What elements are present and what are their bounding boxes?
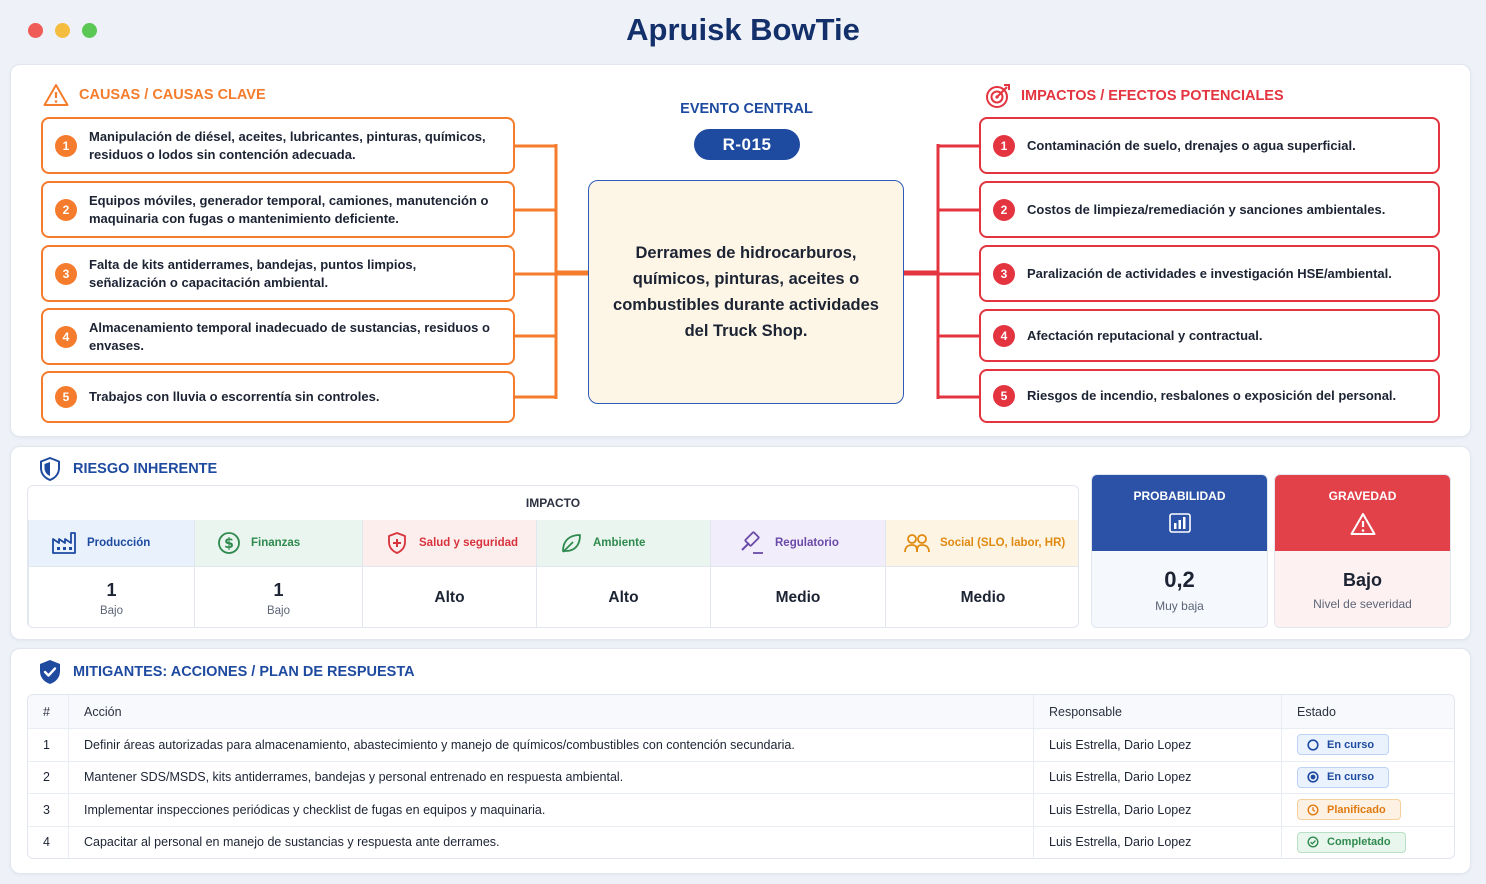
causes-title: CAUSAS / CAUSAS CLAVE	[79, 87, 266, 103]
impact-column-salud	[362, 520, 536, 628]
impact-matrix	[27, 485, 1079, 628]
clock-icon	[1307, 804, 1319, 816]
impact-column-header	[195, 520, 362, 566]
status-badge[interactable]	[1297, 767, 1389, 788]
risk-header	[37, 456, 217, 482]
row-responsible: Luis Estrella, Dario Lopez	[1033, 794, 1281, 826]
impact-column-header	[537, 520, 710, 566]
shield-icon	[37, 456, 63, 482]
table-row[interactable]	[28, 793, 1454, 826]
impact-level: Bajo	[99, 604, 124, 617]
cause-text: Equipos móviles, generador temporal, camiones, manutención o maquinaria con fugas o mantenimiento deficiente.	[89, 192, 489, 226]
impact-column-label: Salud y seguridad	[419, 537, 519, 549]
mitigants-title: MITIGANTES: ACCIONES / PLAN DE RESPUESTA	[73, 664, 415, 680]
cause-card[interactable]	[41, 308, 515, 365]
warning-icon	[43, 83, 69, 107]
impact-card[interactable]	[979, 309, 1440, 362]
impact-card[interactable]	[979, 181, 1440, 238]
gravity-header	[1275, 475, 1450, 551]
impact-column-header	[711, 520, 885, 566]
impacts-header	[985, 83, 1284, 109]
impact-column-finanzas	[194, 520, 362, 628]
impact-column-header	[886, 520, 1079, 566]
cause-number-badge: 2	[55, 199, 77, 221]
circle-outline-icon	[1307, 739, 1319, 751]
row-number: 1	[43, 737, 50, 752]
mitigants-table	[27, 694, 1455, 859]
row-responsible: Luis Estrella, Dario Lopez	[1033, 827, 1281, 859]
gravity-label: GRAVEDAD	[1328, 489, 1397, 503]
row-number: 4	[43, 835, 50, 850]
status-label: En curso	[1327, 771, 1375, 784]
probability-body	[1092, 551, 1267, 628]
cause-card[interactable]	[41, 245, 515, 302]
warning-icon	[1350, 512, 1376, 536]
risk-code-badge: R-015	[694, 129, 800, 160]
cause-number-badge: 1	[55, 135, 77, 157]
radio-dot-icon	[1307, 771, 1319, 783]
impact-title: IMPACTO	[525, 496, 581, 510]
probability-level: Muy baja	[1155, 599, 1204, 613]
probability-label: PROBABILIDAD	[1133, 489, 1226, 503]
column-header-action: Acción	[68, 695, 1033, 728]
probability-header	[1092, 475, 1267, 551]
leaf-icon	[559, 531, 583, 555]
svg-text:$: $	[224, 536, 234, 552]
table-row[interactable]	[28, 761, 1454, 794]
causes-header	[43, 83, 266, 107]
gravity-card	[1274, 474, 1451, 628]
mitigants-panel	[10, 648, 1471, 874]
target-icon	[985, 83, 1011, 109]
impact-column-produccion	[28, 520, 194, 628]
impact-column-label: Regulatorio	[775, 537, 839, 549]
impact-column-value	[537, 566, 710, 628]
risk-title: RIESGO INHERENTE	[73, 461, 218, 477]
central-event-label: EVENTO CENTRAL	[680, 101, 813, 117]
status-label: En curso	[1327, 738, 1375, 751]
impact-text: Afectación reputacional y contractual.	[1027, 327, 1263, 343]
row-status-cell	[1281, 762, 1454, 794]
impact-column-value	[711, 566, 885, 628]
cause-number-badge: 4	[55, 326, 77, 348]
impact-number-badge: 1	[993, 135, 1015, 157]
status-badge[interactable]	[1297, 734, 1389, 755]
impacts-title: IMPACTOS / EFECTOS POTENCIALES	[1021, 88, 1284, 104]
status-badge[interactable]	[1297, 799, 1401, 820]
row-number: 3	[43, 802, 50, 817]
impact-column-header	[363, 520, 536, 566]
shield-check-icon	[37, 658, 63, 686]
probability-card	[1091, 474, 1268, 628]
impact-column-ambiente	[536, 520, 710, 628]
cause-text: Manipulación de diésel, aceites, lubricantes, pinturas, químicos, residuos o lodos sin contención adecuada.	[89, 128, 486, 162]
row-action: Mantener SDS/MSDS, kits antiderrames, bandejas y personal entrenado en respuesta ambiental.	[68, 762, 1033, 794]
impact-number-badge: 2	[993, 199, 1015, 221]
impact-level: Bajo	[266, 604, 291, 617]
status-badge[interactable]	[1297, 832, 1406, 853]
impact-text: Riesgos de incendio, resbalones o exposición del personal.	[1027, 388, 1397, 403]
impact-score: 1	[273, 579, 284, 600]
column-header-status: Estado	[1281, 695, 1454, 728]
probability-value: 0,2	[1164, 567, 1195, 592]
impact-card[interactable]	[979, 369, 1440, 423]
cause-number-badge: 3	[55, 263, 77, 285]
impact-column-label: Ambiente	[593, 537, 646, 549]
cause-text: Falta de kits antiderrames, bandejas, puntos limpios, señalización o capacitación ambiental.	[89, 256, 417, 290]
cause-number-badge: 5	[55, 386, 77, 408]
check-circle-icon	[1307, 836, 1319, 848]
cause-text: Trabajos con lluvia o escorrentía sin controles.	[89, 389, 380, 404]
impact-column-regulatorio	[710, 520, 885, 628]
row-status-cell	[1281, 729, 1454, 761]
bar-chart-icon	[1168, 512, 1192, 534]
shield-plus-icon	[385, 531, 409, 555]
impact-column-label: Producción	[87, 537, 151, 549]
table-row[interactable]	[28, 826, 1454, 859]
row-number: 2	[43, 770, 50, 785]
impact-column-value	[195, 566, 362, 628]
gavel-icon	[739, 531, 765, 555]
gravity-body	[1275, 551, 1450, 628]
gravity-value: Bajo	[1342, 569, 1382, 590]
cause-text: Almacenamiento temporal inadecuado de sustancias, residuos o envases.	[89, 319, 490, 353]
app-title: Apruisk BowTie	[626, 12, 860, 47]
row-status-cell	[1281, 794, 1454, 826]
cause-card[interactable]	[41, 117, 515, 174]
impact-level: Medio	[960, 589, 1006, 606]
gravity-level: Nivel de severidad	[1313, 596, 1412, 611]
impact-column-social	[885, 520, 1079, 628]
impact-column-label: Finanzas	[251, 537, 301, 549]
impact-score: 1	[106, 579, 117, 600]
impact-column-label: Social (SLO, labor, HR)	[940, 537, 1066, 549]
row-status-cell	[1281, 827, 1454, 859]
impact-column-header	[29, 520, 194, 566]
impact-number-badge: 5	[993, 385, 1015, 407]
people-icon	[904, 531, 930, 555]
row-responsible: Luis Estrella, Dario Lopez	[1033, 762, 1281, 794]
impact-column-value	[886, 566, 1079, 628]
inherent-risk-panel	[10, 446, 1471, 640]
column-header-responsible: Responsable	[1033, 695, 1281, 728]
impact-column-value	[363, 566, 536, 628]
impact-level: Medio	[775, 589, 821, 606]
cause-card[interactable]	[41, 371, 515, 423]
status-label: Completado	[1327, 836, 1391, 849]
impact-text: Costos de limpieza/remediación y sanciones ambientales.	[1027, 201, 1386, 217]
status-label: Planificado	[1327, 803, 1386, 816]
impact-number-badge: 4	[993, 325, 1015, 347]
bowtie-panel	[10, 64, 1471, 437]
mitigants-header	[37, 658, 415, 686]
row-action: Definir áreas autorizadas para almacenamiento, abastecimiento y manejo de químicos/combustibles con contención secundaria.	[68, 729, 1033, 761]
factory-icon	[51, 531, 77, 555]
central-event-text: Derrames de hidrocarburos, químicos, pinturas, aceites o combustibles durante actividades del Truck Shop.	[613, 244, 879, 340]
row-action: Implementar inspecciones periódicas y checklist de fugas en equipos y maquinaria.	[68, 794, 1033, 826]
table-row[interactable]	[28, 728, 1454, 761]
row-responsible: Luis Estrella, Dario Lopez	[1033, 729, 1281, 761]
impact-card[interactable]	[979, 117, 1440, 174]
impact-column-value	[29, 566, 194, 628]
table-header-row	[28, 695, 1454, 728]
impact-text: Paralización de actividades e investigación HSE/ambiental.	[1027, 265, 1392, 281]
column-header-number: #	[43, 704, 50, 719]
impact-card[interactable]	[979, 245, 1440, 302]
cause-card[interactable]	[41, 181, 515, 238]
row-action: Capacitar al personal en manejo de sustancias y respuesta ante derrames.	[68, 827, 1033, 859]
impact-number-badge: 3	[993, 263, 1015, 285]
impact-level: Alto	[608, 589, 639, 606]
impact-text: Contaminación de suelo, drenajes o agua superficial.	[1027, 137, 1356, 153]
dollar-icon	[217, 531, 241, 555]
impact-level: Alto	[434, 589, 465, 606]
central-event-box[interactable]	[588, 180, 904, 404]
